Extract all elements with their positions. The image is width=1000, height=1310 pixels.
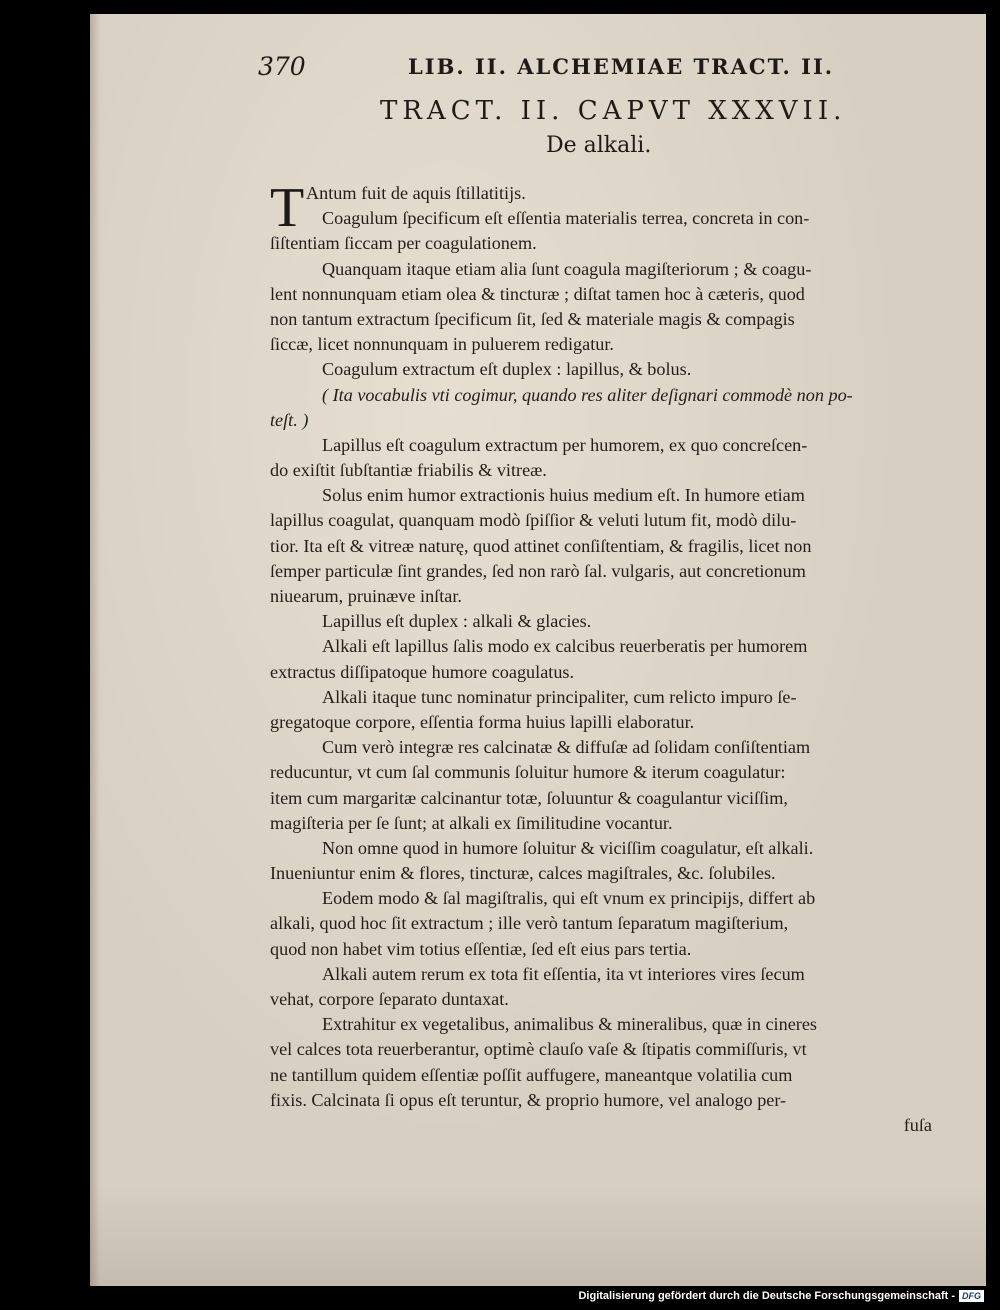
- chapter-heading: TRACT. II. CAPVT XXXVII.: [380, 96, 847, 126]
- page-header: [258, 52, 858, 88]
- text-line: niuearum, pruinæve inſtar.: [270, 586, 462, 606]
- text-line: fuſa: [903, 1114, 932, 1135]
- dfg-logo: DFG: [959, 1290, 984, 1302]
- text-line: vel calces tota reuerberantur, optimè clauſo vaſe & ſtipatis commiſſuris, vt: [270, 1039, 807, 1060]
- text-line: ne tantillum quidem eſſentiæ poſſit auffugere, maneantque volatilia cum: [270, 1064, 793, 1085]
- page-number: 370: [258, 52, 306, 81]
- text-line: quod non habet vim totius eſſentiæ, ſed eſt eius pars tertia.: [270, 938, 692, 959]
- text-line: lapillus coagulat, quanquam modò ſpiſſior & veluti lutum fit, modò dilu-: [270, 510, 797, 531]
- text-line: magiſteria per ſe ſunt; at alkali ex ſimilitudine vocantur.: [270, 812, 673, 833]
- text-line: Alkali autem rerum ex tota fit eſſentia, ita vt interiores vires ſecum: [322, 963, 805, 984]
- text-line: gregatoque corpore, eſſentia forma huius lapilli elaboratur.: [270, 711, 695, 732]
- text-line: Alkali eſt lapillus ſalis modo ex calcibus reuerberatis per humorem: [322, 636, 808, 657]
- text-line: ſiccæ, licet nonnunquam in puluerem redigatur.: [270, 334, 614, 355]
- funding-note: Digitalisierung gefördert durch die Deutsche Forschungsgemeinschaft -: [578, 1290, 955, 1302]
- body-text: [270, 177, 960, 1138]
- chapter-subheading: De alkali.: [546, 133, 652, 158]
- text-line: Quanquam itaque etiam alia ſunt coagula magiſteriorum ; & coagu-: [322, 258, 812, 279]
- text-line: non tantum extractum ſpecificum ſit, ſed & materiale magis & compagis: [270, 308, 795, 329]
- text-line: teſt. ): [270, 409, 309, 430]
- text-line: Lapillus eſt duplex : alkali & glacies.: [322, 611, 592, 632]
- digitization-footer: [578, 1290, 984, 1302]
- text-line: ſemper particulæ ſint grandes, ſed non rarò ſal. vulgaris, aut concretionum: [270, 560, 806, 581]
- text-line: vehat, corpore ſeparato duntaxat.: [270, 989, 509, 1009]
- text-line: Cum verò integræ res calcinatæ & diffuſæ ad ſolidam conſiſtentiam: [322, 737, 811, 758]
- text-line: Extrahitur ex vegetalibus, animalibus & mineralibus, quæ in cineres: [322, 1014, 817, 1035]
- text-line: Lapillus eſt coagulum extractum per humorem, ex quo concreſcen-: [322, 434, 808, 455]
- text-line: fixis. Calcinata ſi opus eſt teruntur, & proprio humore, vel analogo per-: [270, 1089, 787, 1110]
- running-head: LIB. II. ALCHEMIAE TRACT. II.: [408, 54, 835, 79]
- drop-cap-initial: T: [270, 177, 305, 239]
- text-line: Alkali itaque tunc nominatur principaliter, cum relicto impuro ſe-: [322, 686, 797, 707]
- text-line: do exiſtit ſubſtantiæ friabilis & vitreæ.: [270, 460, 547, 481]
- text-line: extractus diſſipatoque humore coagulatus.: [270, 661, 575, 682]
- text-line: alkali, quod hoc ſit extractum ; ille verò tantum ſeparatum magiſterium,: [270, 913, 789, 934]
- text-line: Non omne quod in humore ſoluitur & viciſſim coagulatur, eſt alkali.: [322, 837, 814, 858]
- text-line: Coagulum ſpecificum eſt eſſentia materialis terrea, concreta in con-: [322, 208, 810, 229]
- text-line: Coagulum extractum eſt duplex : lapillus, & bolus.: [322, 359, 692, 380]
- text-line: item cum margaritæ calcinantur totæ, ſoluuntur & coagulantur viciſſim,: [270, 787, 788, 808]
- text-line: Antum fuit de aquis ſtillatitijs.: [306, 183, 526, 203]
- text-line: Inueniuntur enim & flores, tincturæ, calces magiſtrales, &c. ſolubiles.: [270, 863, 776, 884]
- text-line: Eodem modo & ſal magiſtralis, qui eſt vnum ex principijs, differt ab: [322, 888, 816, 909]
- text-line: ( Ita vocabulis vti cogimur, quando res aliter deſignari commodè non po-: [322, 384, 853, 405]
- text-line: lent nonnunquam etiam olea & tincturæ ; diſtat tamen hoc à cæteris, quod: [270, 283, 805, 304]
- text-line: ſiſtentiam ſiccam per coagulationem.: [270, 233, 537, 254]
- text-line: Solus enim humor extractionis huius medium eſt. In humore etiam: [322, 485, 805, 506]
- text-line: tior. Ita eſt & vitreæ naturę, quod attinet conſiſtentiam, & fragilis, licet non: [270, 535, 812, 556]
- text-line: reducuntur, vt cum ſal communis ſoluitur humore & iterum coagulatur:: [270, 762, 786, 783]
